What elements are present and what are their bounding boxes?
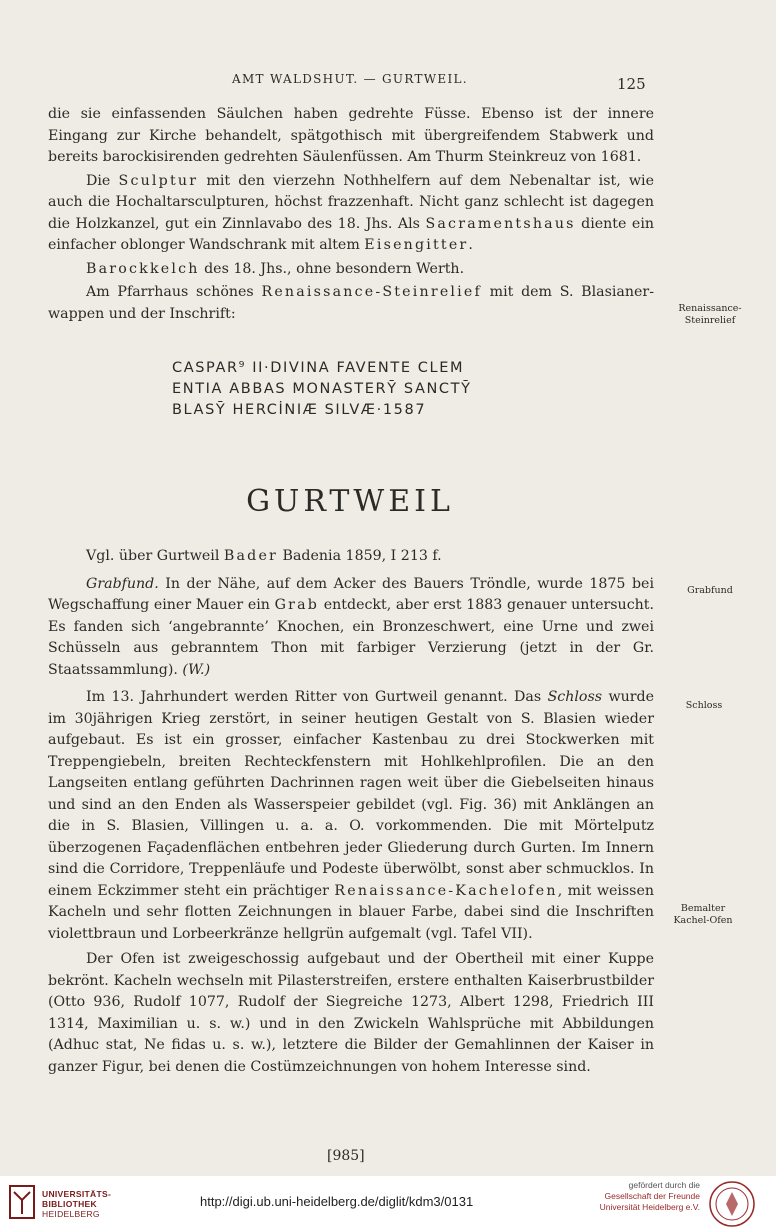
text-run: wurde im 30jährigen Krieg zerstört, in seiner heutigen Gestalt von S. Blasien wieder aufgebaut. Es ist ein grosser, einfacher Kastenbau zu drei Stockwerken mit Treppengiebeln, breiten Rechteckfenstern mit Hohlkehlprofilen. Die an den Langseiten entlang geführten Dachrinnen ragen weit über die Giebelseiten hinaus und sind an den Enden als Wasserspeier gebildet (vgl. Fig. 36) mit Anklängen an die in S. Blasien, Villingen u. a. a. O. vorkommenden. Die mit Mörtelputz überzogenen Façadenflächen entbehren jeder Gliederung durch Gurten. Im Innern sind die Corridore, Treppenläufe und Podeste überwölbt, sonst aber schmucklos. In einem Eckzimmer steht ein prächtiger: [48, 689, 654, 899]
text-run: des 18. Jhs., ohne besondern Werth.: [199, 260, 465, 277]
text-run: entdeckt, aber erst 1883 genauer untersucht. Es fanden sich ‘angebrannte’ Knochen, ein Bronzeschwert, eine Urne und zwei Schüsseln aus gebranntem Thon mit farbiger Verzierung (jetzt in der Gr. Staatssammlung).: [48, 597, 654, 678]
text-run: mit dem S. Blasianer-wappen und der Inschrift:: [48, 284, 654, 322]
running-title: AMT WALDSHUT. — GURTWEIL.: [232, 72, 468, 86]
library-name-line: HEIDELBERG: [42, 1209, 100, 1219]
margin-note-grabfund: Grabfund: [687, 585, 733, 596]
paragraph-2: [48, 171, 654, 257]
sponsor-line: Universität Heidelberg e.V.: [599, 1202, 700, 1212]
inscription-line-2: ENTIA ABBAS MONASTERȲ SANCTȲ: [172, 381, 472, 397]
inscription: [172, 358, 472, 421]
margin-note-line: Kachel-Ofen: [673, 915, 733, 926]
margin-note-kachelofen: [663, 903, 743, 927]
margin-note-line: Bemalter: [680, 903, 726, 914]
spaced-term-grab: Grab: [274, 597, 320, 613]
margin-note-renaissance: [670, 303, 750, 327]
margin-note-schloss: Schloss: [685, 700, 723, 711]
society-seal-icon: [708, 1180, 756, 1228]
paragraph-3: [48, 259, 654, 281]
paragraph-grabfund: [48, 574, 654, 682]
text-run: Die: [86, 172, 119, 189]
section-title: GURTWEIL: [246, 484, 454, 519]
plate-number: [985]: [327, 1148, 365, 1164]
text-run: Badenia 1859, I 213 f.: [278, 548, 442, 564]
grabfund-label: Grabfund.: [86, 575, 159, 592]
paragraph-1: die sie einfassenden Säulchen haben gedrehte Füsse. Ebenso ist der innere Eingang zur Kirche behandelt, spätgothisch mit übergreifendem Stabwerk und bereits barockisirenden gedrehten Säulenfüssen. Am Thurm Steinkreuz von 1681.: [48, 106, 654, 165]
spaced-term-eisengitter: Eisengitter: [364, 237, 469, 253]
library-name: [42, 1189, 111, 1219]
text-run: Am Pfarrhaus schönes: [86, 284, 262, 300]
paragraph-4: [48, 282, 654, 325]
spaced-term-sacramentshaus: Sacramentshaus: [425, 215, 576, 232]
margin-note-line: Renaissance-: [678, 303, 742, 314]
paragraph-schloss: [48, 687, 654, 945]
upper-text-block: [48, 104, 654, 325]
text-run: Vgl. über Gurtweil: [86, 548, 224, 564]
text-run: , mit weissen Kacheln und sehr flotten Zeichnungen in blauer Farbe, dabei sind die Inschriften violettbraun und Lorbeerkränze hellgrün aufgemalt (vgl. Tafel VII).: [48, 882, 654, 942]
margin-note-line: Steinrelief: [684, 315, 736, 326]
spaced-term-sculptur: Sculptur: [118, 172, 199, 189]
reference-line: [48, 546, 654, 568]
spaced-term-barockkelch: Barockkelch: [86, 260, 200, 277]
library-name-line: UNIVERSITÄTS-: [42, 1189, 112, 1199]
author-initial: (W.): [182, 661, 211, 678]
text-run: diente ein einfacher oblonger Wandschrank mit altem: [48, 215, 654, 253]
spaced-term-bader: Bader: [223, 548, 279, 564]
sponsor-text: [560, 1180, 700, 1213]
page-number: 125: [617, 75, 646, 93]
sponsor-label: gefördert durch die: [628, 1180, 700, 1190]
schloss-term: Schloss: [547, 689, 603, 705]
inscription-line-3: BLASȲ HERCİNIÆ SILVÆ·1587: [172, 402, 427, 418]
university-logo-icon: [8, 1184, 36, 1220]
footer-bar: [0, 1176, 776, 1231]
paragraph-ofen: Der Ofen ist zweigeschossig aufgebaut und der Obertheil mit einer Kuppe bekrönt. Kacheln wechseln mit Pilasterstreifen, erstere enthalten Kaiserbrustbilder (Otto 936, Rudolf 1077, Rudolf der Siegreiche 1273, Albert 1298, Friedrich III 1314, Maximilian u. s. w.) und in den Zwickeln Wahlsprüche mit Abbildungen (Adhuc stat, Ne fidas u. s. w.), letztere die Bilder der Gemahlinnen der Kaiser in ganzer Figur, bei denen die Costümzeichnungen von hohem Interesse sind.: [48, 951, 654, 1075]
library-name-line: BIBLIOTHEK: [42, 1199, 97, 1209]
text-run: Im 13. Jahrhundert werden Ritter von Gurtweil genannt. Das: [86, 689, 548, 705]
sponsor-line: Gesellschaft der Freunde: [604, 1191, 700, 1201]
section-text-block: [48, 546, 654, 1078]
spaced-term-kachelofen: Renaissance-Kachelofen: [334, 882, 558, 899]
inscription-line-1: CASPAR⁹ II·DIVINA FAVENTE CLEM: [172, 360, 465, 376]
spaced-term-renaissance-steinrelief: Renaissance-Steinrelief: [261, 284, 482, 300]
text-run: In der Nähe, auf dem Acker des Bauers Tröndle, wurde 1875 bei Wegschaffung einer Mauer ein: [48, 575, 654, 613]
text-run: mit den vierzehn Nothhelfern auf dem Nebenaltar ist, wie auch die Hochaltarsculpturen, höchst frazzenhaft. Nicht ganz schlecht ist dagegen die Holzkanzel, gut ein Zinnlavabo des 18. Jhs. Als: [48, 172, 654, 232]
text-run: .: [468, 237, 473, 253]
permalink-url[interactable]: http://digi.ub.uni-heidelberg.de/diglit/kdm3/0131: [200, 1194, 474, 1209]
